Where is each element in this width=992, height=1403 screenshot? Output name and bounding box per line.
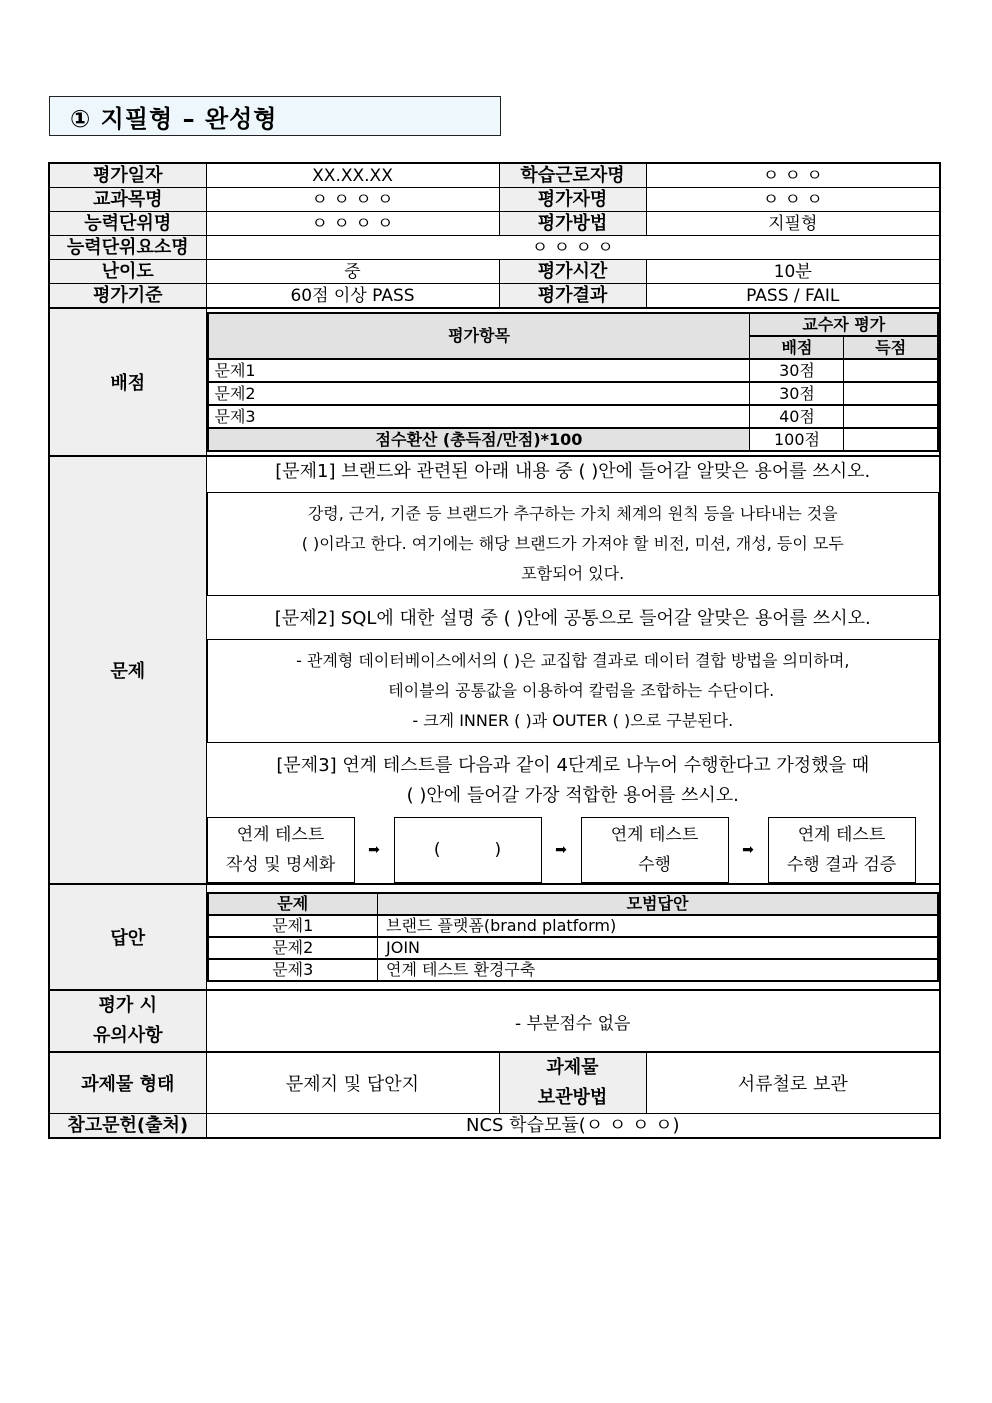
- scoring-score[interactable]: [844, 382, 938, 405]
- eval-date-label: 평가일자: [49, 163, 206, 188]
- method-label: 평가방법: [499, 212, 646, 236]
- question-2-text: - 크게 INNER ( )과 OUTER ( )으로 구분된다.: [412, 711, 734, 730]
- reference-label: 참고문헌(출처): [49, 1114, 206, 1139]
- scoring-score[interactable]: [844, 405, 938, 428]
- question-3-line2: ( )안에 들어갈 가장 적합한 용어를 쓰시오.: [406, 785, 739, 806]
- flow-step-text: ( ): [433, 840, 502, 860]
- col-eval-item: 평가항목: [208, 313, 750, 359]
- answer-problem: 문제2: [208, 937, 378, 959]
- subject-label: 교과목명: [49, 188, 206, 212]
- answer-text: 브랜드 플랫폼(brand platform): [378, 915, 939, 937]
- answer-problem: 문제1: [208, 915, 378, 937]
- learner-value: ㅇ ㅇ ㅇ: [646, 163, 940, 188]
- notes-value: - 부분점수 없음: [206, 990, 940, 1052]
- eval-date-value: XX.XX.XX: [206, 163, 499, 188]
- answer-text: JOIN: [378, 937, 939, 959]
- flow-step-3: [581, 817, 729, 883]
- answer-problem: 문제3: [208, 959, 378, 981]
- notes-label: [49, 990, 206, 1052]
- scoring-row: [208, 405, 939, 428]
- col-problem: 문제: [208, 893, 378, 915]
- scoring-item: 문제2: [208, 382, 750, 405]
- test-flow-diagram: [207, 817, 940, 883]
- criteria-value: 60점 이상 PASS: [206, 284, 499, 309]
- scoring-item: 문제3: [208, 405, 750, 428]
- question-2-text: - 관계형 데이터베이스에서의 ( )은 교집합 결과로 데이터 결합 방법을 의미하며,: [296, 651, 850, 670]
- question-1-text: 강령, 근거, 기준 등 브랜드가 추구하는 가치 체계의 원칙 등을 나타내는 것을: [307, 504, 838, 523]
- criteria-label: 평가기준: [49, 284, 206, 309]
- flow-step-text: 작성 및 명세화: [225, 855, 336, 875]
- time-label: 평가시간: [499, 260, 646, 284]
- reference-value: NCS 학습모듈(ㅇ ㅇ ㅇ ㅇ): [206, 1114, 940, 1139]
- answer-row: [208, 915, 939, 937]
- deliverable-form-value: 문제지 및 답안지: [206, 1052, 499, 1114]
- flow-step-text: 연계 테스트: [610, 825, 699, 845]
- question-1-box: [207, 492, 940, 596]
- question-1-text: ( )이라고 한다. 여기에는 해당 브랜드가 가져야 할 비전, 미션, 개성, 등이 모두: [301, 534, 844, 553]
- row-criteria: [49, 284, 940, 309]
- notes-label-line: 평가 시: [98, 995, 157, 1016]
- problems-cell: [206, 456, 940, 884]
- arrow-right-icon: ➡: [555, 842, 567, 858]
- question-3-line1: [문제3] 연계 테스트를 다음과 같이 4단계로 나누어 수행한다고 가정했을 때: [276, 755, 870, 776]
- scoring-item: 문제1: [208, 359, 750, 382]
- evaluator-label: 평가자명: [499, 188, 646, 212]
- learner-label: 학습근로자명: [499, 163, 646, 188]
- section-title-box: [49, 96, 501, 136]
- col-professor-eval: 교수자 평가: [750, 313, 938, 336]
- unit-label: 능력단위명: [49, 212, 206, 236]
- section-title: ① 지필형 – 완성형: [70, 104, 278, 133]
- storage-label-line: 과제물: [546, 1057, 599, 1078]
- storage-value: 서류철로 보관: [646, 1052, 940, 1114]
- row-eval-date: [49, 163, 940, 188]
- flow-step-text: 수행 결과 검증: [786, 855, 897, 875]
- row-reference: [49, 1114, 940, 1139]
- scoring-total-label: 점수환산 (총득점/만점)*100: [208, 428, 750, 451]
- col-score: 득점: [844, 336, 938, 359]
- arrow-right-icon: ➡: [368, 842, 380, 858]
- col-points: 배점: [750, 336, 844, 359]
- result-label: 평가결과: [499, 284, 646, 309]
- unit-value: ㅇ ㅇ ㅇ ㅇ: [206, 212, 499, 236]
- difficulty-value: 중: [206, 260, 499, 284]
- flow-step-2-blank: [394, 817, 542, 883]
- answer-row: [208, 959, 939, 981]
- answers-table: [207, 892, 940, 982]
- row-problems: [49, 456, 940, 884]
- question-1: [문제1] 브랜드와 관련된 아래 내용 중 ( )안에 들어갈 알맞은 용어를 쓰시오.: [275, 461, 871, 482]
- question-2-box: [207, 639, 940, 743]
- row-notes: [49, 990, 940, 1052]
- flow-step-text: 연계 테스트: [236, 825, 325, 845]
- row-answers: [49, 884, 940, 990]
- element-value: ㅇ ㅇ ㅇ ㅇ: [206, 236, 940, 260]
- col-model-answer: 모범답안: [378, 893, 939, 915]
- evaluator-value: ㅇ ㅇ ㅇ: [646, 188, 940, 212]
- scoring-total-row: [208, 428, 939, 451]
- scoring-row: [208, 359, 939, 382]
- answers-cell: [206, 884, 940, 990]
- scoring-row: [208, 382, 939, 405]
- row-subject: [49, 188, 940, 212]
- question-2: [문제2] SQL에 대한 설명 중 ( )안에 공통으로 들어갈 알맞은 용어를 쓰시오.: [274, 608, 871, 629]
- evaluation-form-table: [48, 162, 941, 1139]
- deliverable-form-label: 과제물 형태: [49, 1052, 206, 1114]
- flow-step-text: 수행: [638, 855, 671, 875]
- scoring-total-points: 100점: [750, 428, 844, 451]
- scoring-total-score[interactable]: [844, 428, 938, 451]
- row-scoring: [49, 308, 940, 456]
- answers-label: 답안: [49, 884, 206, 990]
- scoring-points: 30점: [750, 359, 844, 382]
- answer-row: [208, 937, 939, 959]
- row-unit: [49, 212, 940, 236]
- scoring-points: 40점: [750, 405, 844, 428]
- scoring-label: 배점: [49, 308, 206, 456]
- row-deliverable: [49, 1052, 940, 1114]
- flow-step-4: [768, 817, 916, 883]
- flow-step-text: 연계 테스트: [797, 825, 886, 845]
- notes-label-line: 유의사항: [92, 1025, 163, 1046]
- scoring-score[interactable]: [844, 359, 938, 382]
- storage-label: [499, 1052, 646, 1114]
- question-1-text: 포함되어 있다.: [521, 564, 625, 583]
- question-2-text: 테이블의 공통값을 이용하여 칼럼을 조합하는 수단이다.: [388, 681, 775, 700]
- element-label: 능력단위요소명: [49, 236, 206, 260]
- row-difficulty: [49, 260, 940, 284]
- difficulty-label: 난이도: [49, 260, 206, 284]
- storage-label-line: 보관방법: [537, 1087, 608, 1108]
- arrow-right-icon: ➡: [742, 842, 754, 858]
- problems-label: 문제: [49, 456, 206, 884]
- scoring-cell: [206, 308, 940, 456]
- scoring-points: 30점: [750, 382, 844, 405]
- row-element: [49, 236, 940, 260]
- flow-step-1: [207, 817, 355, 883]
- method-value: 지필형: [646, 212, 940, 236]
- result-value: PASS / FAIL: [646, 284, 940, 309]
- scoring-table: [207, 312, 940, 452]
- subject-value: ㅇ ㅇ ㅇ ㅇ: [206, 188, 499, 212]
- answer-text: 연계 테스트 환경구축: [378, 959, 939, 981]
- time-value: 10분: [646, 260, 940, 284]
